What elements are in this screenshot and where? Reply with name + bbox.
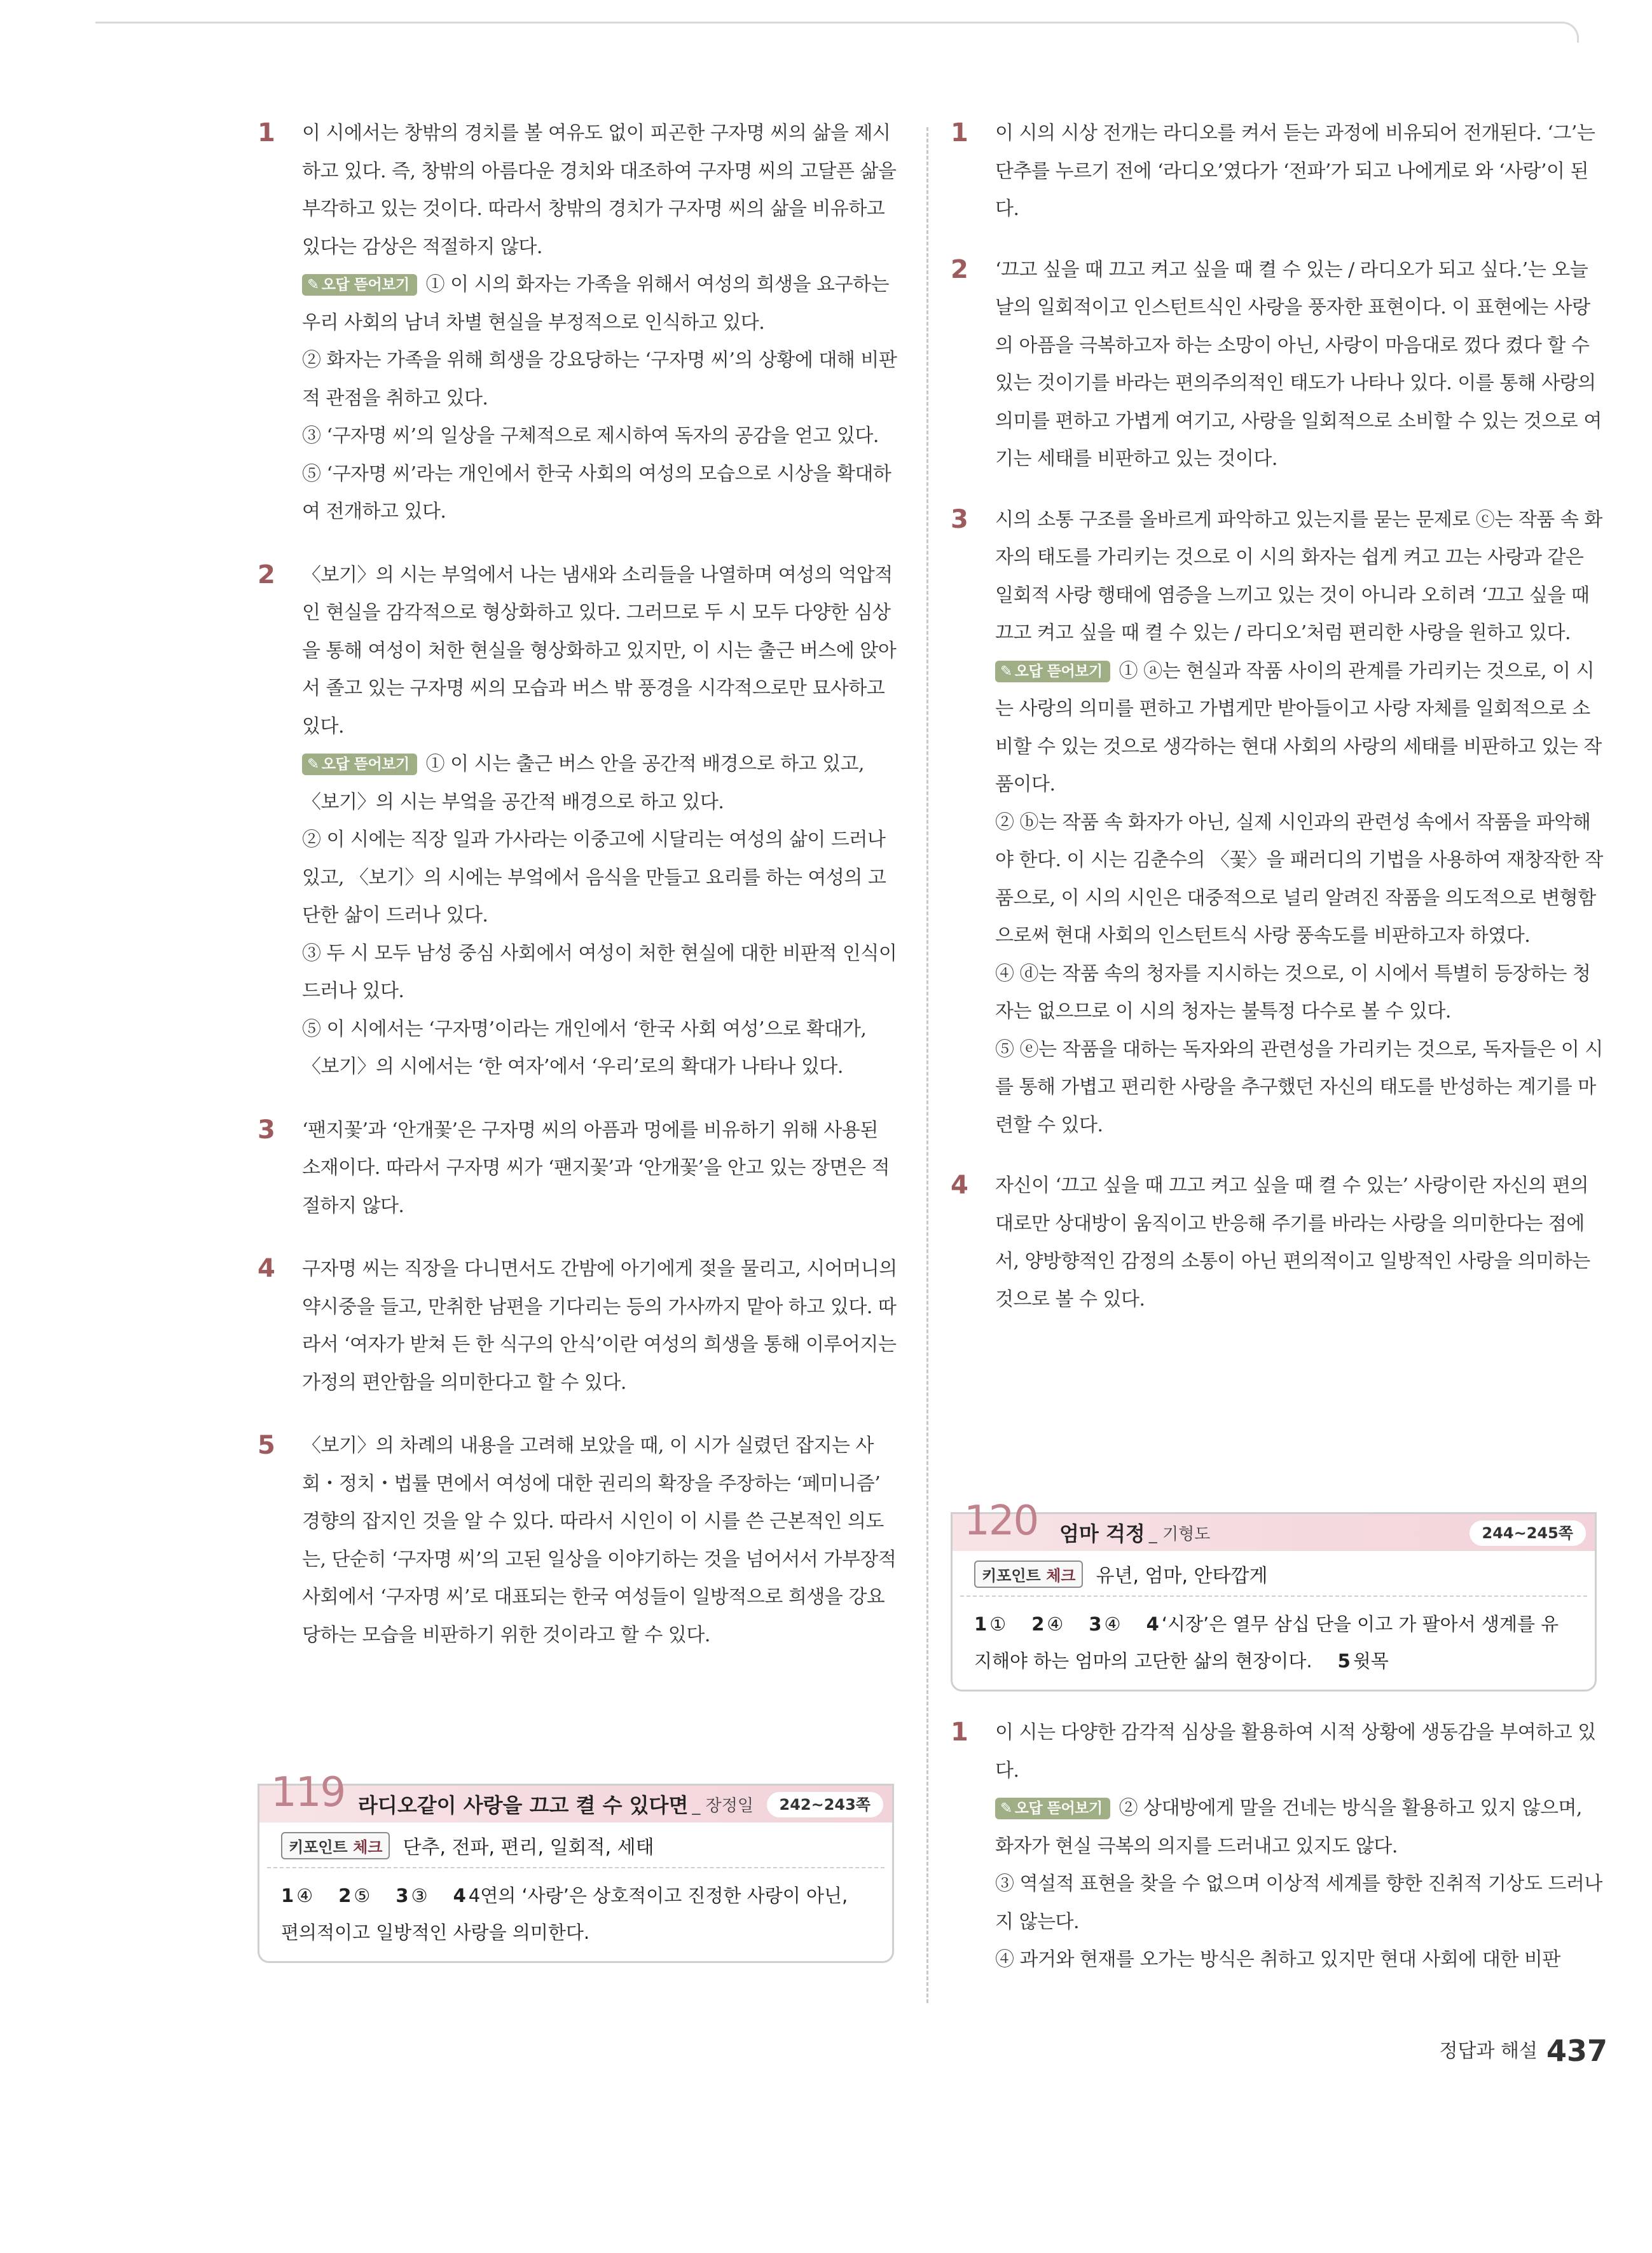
question-number: 2 xyxy=(258,560,275,589)
answer-value: 윗목 xyxy=(1353,1650,1389,1672)
wrong-answer-badge: ✎ 오답 뜯어보기 xyxy=(995,1798,1110,1819)
explanation-item xyxy=(258,556,900,1086)
explanation-item xyxy=(258,1250,900,1402)
explanation-paragraph: ③ 역설적 표현을 찾을 수 없으며 이상적 세계를 향한 진취적 기상도 드러나지 않는다. xyxy=(995,1873,1602,1933)
question-number: 1 xyxy=(951,118,968,148)
explanation-paragraph: ✎ 오답 뜯어보기 ① ⓐ는 현실과 작품 사이의 관계를 가리키는 것으로, 이 시는 사랑의 의미를 편하고 가볍게만 받아들이고 사랑 자체를 일회적으로 소비할 수 있는 것으로 생각하는 현대 사회의 사랑의 세태를 비판하고 있는 작품이다. xyxy=(995,659,1602,796)
wrong-answer-badge: ✎ 오답 뜯어보기 xyxy=(302,274,417,296)
keypoint-badge: 키포인트 체크 xyxy=(281,1832,390,1859)
left-column xyxy=(258,114,900,1679)
keypoint-badge: 키포인트 체크 xyxy=(974,1561,1083,1588)
answer-value: ④ xyxy=(1047,1613,1064,1635)
top-frame-line xyxy=(95,22,1579,43)
poem-title: 엄마 걱정 xyxy=(1059,1522,1145,1546)
explanation-paragraph: ✎ 오답 뜯어보기 ② 상대방에게 말을 건네는 방식을 활용하고 있지 않으며, 화자가 현실 극복의 의지를 드러내고 있지도 않다. xyxy=(995,1797,1582,1857)
keypoint-row xyxy=(267,1822,885,1868)
explanation-paragraph: ⑤ ‘구자명 씨’라는 개인에서 한국 사회의 여성의 모습으로 시상을 확대하여 전개하고 있다. xyxy=(302,462,891,523)
answer-box-120 xyxy=(951,1498,1597,1691)
wrong-answer-badge: ✎ 오답 뜯어보기 xyxy=(302,754,417,775)
explanation-paragraph: ② 화자는 가족을 위해 희생을 강요당하는 ‘구자명 씨’의 상황에 대해 비판적 관점을 취하고 있다. xyxy=(302,349,897,410)
wrong-answer-badge: ✎ 오답 뜯어보기 xyxy=(995,661,1110,682)
explanation-paragraph: ④ 과거와 현재를 오가는 방식은 취하고 있지만 현대 사회에 대한 비판 xyxy=(995,1948,1560,1971)
page-range: 244~245쪽 xyxy=(1470,1520,1587,1546)
explanation-item xyxy=(258,114,900,531)
answer-list xyxy=(953,1597,1595,1690)
poem-number: 120 xyxy=(964,1498,1038,1545)
right-explanations-120 xyxy=(951,1714,1606,1979)
question-number: 2 xyxy=(951,254,968,284)
right-column-lower xyxy=(951,1714,1606,1979)
page-number: 437 xyxy=(1546,2034,1607,2068)
pencil-icon: ✎ xyxy=(1000,663,1012,680)
answer-value: 4연의 ‘사랑’은 상호적이고 진정한 사랑이 아닌, 편의적이고 일방적인 사랑을 의미한다. xyxy=(281,1885,848,1943)
right-explanations xyxy=(951,114,1606,1318)
poem-author: _ 기형도 xyxy=(1148,1524,1211,1544)
explanation-paragraph: 이 시에서는 창밖의 경치를 볼 여유도 없이 피곤한 구자명 씨의 삶을 제시하고 있다. 즉, 창밖의 아름다운 경치와 대조하여 구자명 씨의 고달픈 삶을 부각하고 있는 것이다. 따라서 창밖의 경치가 구자명 씨의 삶을 비유하고 있다는 감상은 적절하지 않다. xyxy=(302,122,897,258)
answer-number: 2 xyxy=(1031,1613,1045,1635)
explanation-item xyxy=(258,1427,900,1654)
answer-number: 2 xyxy=(338,1885,352,1906)
explanation-item xyxy=(951,1714,1606,1979)
explanation-paragraph: ⑤ ⓔ는 작품을 대하는 독자와의 관련성을 가리키는 것으로, 독자들은 이 시를 통해 가볍고 편리한 사랑을 추구했던 자신의 태도를 반성하는 계기를 마련할 수 있다. xyxy=(995,1038,1603,1136)
answer-value: ① xyxy=(989,1613,1007,1635)
explanation-paragraph: 구자명 씨는 직장을 다니면서도 간밤에 아기에게 젖을 물리고, 시어머니의 약시중을 들고, 만취한 남편을 기다리는 등의 가사까지 맡아 하고 있다. 따라서 ‘여자가 받쳐 든 한 식구의 안식’이란 여성의 희생을 통해 이루어지는 가정의 편안함을 의미한다고 할 수 있다. xyxy=(302,1258,897,1394)
answer-value: ‘시장’은 열무 삼십 단을 이고 가 팔아서 생계를 유지해야 하는 엄마의 고단한 삶의 현장이다. xyxy=(974,1613,1559,1672)
page-footer xyxy=(1440,2034,1607,2068)
answer-box-header xyxy=(953,1498,1595,1551)
answer-list xyxy=(259,1868,892,1961)
explanation-paragraph: ✎ 오답 뜯어보기 ① 이 시의 화자는 가족을 위해서 여성의 희생을 요구하는 우리 사회의 남녀 차별 현실을 부정적으로 인식하고 있다. xyxy=(302,273,889,334)
poem-number: 119 xyxy=(271,1769,345,1816)
pencil-icon: ✎ xyxy=(307,756,319,773)
question-number: 3 xyxy=(258,1115,275,1145)
explanation-paragraph: ② 이 시에는 직장 일과 가사라는 이중고에 시달리는 여성의 삶이 드러나 있고, 〈보기〉의 시에는 부엌에서 음식을 만들고 요리를 하는 여성의 고단한 삶이 드러나 있다. xyxy=(302,829,886,927)
answer-number: 4 xyxy=(453,1885,466,1906)
explanation-item xyxy=(951,501,1606,1145)
answer-value: ⑤ xyxy=(354,1885,371,1906)
explanation-item xyxy=(951,251,1606,478)
question-number: 4 xyxy=(258,1254,275,1283)
explanation-paragraph: ② ⓑ는 작품 속 화자가 아닌, 실제 시인과의 관련성 속에서 작품을 파악해야 한다. 이 시는 김춘수의 〈꽃〉을 패러디의 기법을 사용하여 재창작한 작품으로, 이 시의 시인은 대중적으로 널리 알려진 작품을 의도적으로 변형함으로써 현대 사회의 인스턴트식 사랑 풍속도를 비판하고자 하였다. xyxy=(995,811,1603,947)
answer-number: 1 xyxy=(974,1613,988,1635)
question-number: 5 xyxy=(258,1431,275,1460)
explanation-paragraph: 〈보기〉의 시는 부엌에서 나는 냄새와 소리들을 나열하며 여성의 억압적인 현실을 감각적으로 형상화하고 있다. 그러므로 두 시 모두 다양한 심상을 통해 여성이 처한 현실을 형상화하고 있지만, 이 시는 출근 버스에 앉아서 졸고 있는 구자명 씨의 모습과 버스 밖 풍경을 시각적으로만 묘사하고 있다. xyxy=(302,563,897,738)
explanation-paragraph: 시의 소통 구조를 올바르게 파악하고 있는지를 묻는 문제로 ⓒ는 작품 속 화자의 태도를 가리키는 것으로 이 시의 화자는 쉽게 켜고 끄는 사랑과 같은 일회적 사랑 행태에 염증을 느끼고 있는 것이 아니라 오히려 ‘끄고 싶을 때 끄고 켜고 싶을 때 켤 수 있는 / 라디오’처럼 편리한 사랑을 원하고 있다. xyxy=(995,508,1602,644)
question-number: 4 xyxy=(951,1171,968,1200)
pencil-icon: ✎ xyxy=(1000,1800,1012,1817)
right-column xyxy=(951,114,1606,1341)
explanation-paragraph: 이 시의 시상 전개는 라디오를 켜서 듣는 과정에 비유되어 전개된다. ‘그’는 단추를 누르기 전에 ‘라디오’였다가 ‘전파’가 되고 나에게로 와 ‘사랑’이 된다. xyxy=(995,122,1595,220)
answer-box-header xyxy=(259,1769,892,1822)
explanation-paragraph: ③ 두 시 모두 남성 중심 사회에서 여성이 처한 현실에 대한 비판적 인식이 드러나 있다. xyxy=(302,942,897,1002)
question-number: 1 xyxy=(951,1718,968,1747)
explanation-paragraph: ‘끄고 싶을 때 끄고 켜고 싶을 때 켤 수 있는 / 라디오가 되고 싶다.’는 오늘날의 일회적이고 인스턴트식인 사랑을 풍자한 표현이다. 이 표현에는 사랑의 아픔을 극복하고자 하는 소망이 아닌, 사랑이 마음대로 껐다 켰다 할 수 있는 것이기를 바라는 편의주의적인 태도가 나타나 있다. 이를 통해 사랑의 의미를 편하고 가볍게 여기고, 사랑을 일회적으로 소비할 수 있는 것으로 여기는 세태를 비판하고 있는 것이다. xyxy=(995,258,1602,470)
explanation-paragraph: ✎ 오답 뜯어보기 ① 이 시는 출근 버스 안을 공간적 배경으로 하고 있고, 〈보기〉의 시는 부엌을 공간적 배경으로 하고 있다. xyxy=(302,753,865,813)
keypoint-row xyxy=(960,1551,1587,1597)
column-divider xyxy=(926,127,928,2003)
answer-number: 3 xyxy=(396,1885,409,1906)
page-range: 242~243쪽 xyxy=(767,1792,884,1817)
keypoint-keywords: 단추, 전파, 편리, 일회적, 세태 xyxy=(403,1836,654,1859)
explanation-paragraph: ‘팬지꽃’과 ‘안개꽃’은 구자명 씨의 아픔과 멍에를 비유하기 위해 사용된 소재이다. 따라서 구자명 씨가 ‘팬지꽃’과 ‘안개꽃’을 안고 있는 장면은 적절하지 않다. xyxy=(302,1119,890,1217)
explanation-paragraph: 이 시는 다양한 감각적 심상을 활용하여 시적 상황에 생동감을 부여하고 있다. xyxy=(995,1721,1596,1782)
explanation-paragraph: ③ ‘구자명 씨’의 일상을 구체적으로 제시하여 독자의 공감을 얻고 있다. xyxy=(302,425,879,447)
answer-number: 4 xyxy=(1146,1613,1159,1635)
answer-value: ④ xyxy=(1104,1613,1121,1635)
explanation-item xyxy=(258,1112,900,1225)
pencil-icon: ✎ xyxy=(307,277,319,293)
explanation-paragraph: ⑤ 이 시에서는 ‘구자명’이라는 개인에서 ‘한국 사회 여성’으로 확대가, 〈보기〉의 시에서는 ‘한 여자’에서 ‘우리’로의 확대가 나타나 있다. xyxy=(302,1017,867,1078)
explanation-paragraph: ④ ⓓ는 작품 속의 청자를 지시하는 것으로, 이 시에서 특별히 등장하는 청자는 없으므로 이 시의 청자는 불특정 다수로 볼 수 있다. xyxy=(995,962,1591,1023)
answer-value: ③ xyxy=(411,1885,428,1906)
answer-number: 5 xyxy=(1337,1650,1351,1672)
explanation-item xyxy=(951,114,1606,228)
explanation-item xyxy=(951,1167,1606,1318)
answer-box-119 xyxy=(258,1769,894,1963)
left-explanations xyxy=(258,114,900,1654)
answer-number: 3 xyxy=(1089,1613,1102,1635)
explanation-paragraph: 〈보기〉의 차례의 내용을 고려해 보았을 때, 이 시가 실렸던 잡지는 사회・정치・법률 면에서 여성에 대한 권리의 확장을 주장하는 ‘페미니즘’ 경향의 잡지인 것을 알 수 있다. 따라서 시인이 이 시를 쓴 근본적인 의도는, 단순히 ‘구자명 씨’의 고된 일상을 이야기하는 것을 넘어서서 가부장적 사회에서 ‘구자명 씨’로 대표되는 한국 여성들이 일방적으로 희생을 강요당하는 모습을 비판하기 위한 것이라고 할 수 있다. xyxy=(302,1435,897,1646)
question-number: 3 xyxy=(951,504,968,534)
question-number: 1 xyxy=(258,118,275,148)
keypoint-keywords: 유년, 엄마, 안타깝게 xyxy=(1096,1565,1268,1587)
poem-title: 라디오같이 사랑을 끄고 켤 수 있다면 xyxy=(358,1793,689,1817)
footer-label: 정답과 해설 xyxy=(1439,2040,1538,2062)
answer-value: ④ xyxy=(296,1885,313,1906)
poem-author: _ 장정일 xyxy=(692,1796,754,1815)
explanation-paragraph: 자신이 ‘끄고 싶을 때 끄고 켜고 싶을 때 켤 수 있는’ 사랑이란 자신의 편의대로만 상대방이 움직이고 반응해 주기를 바라는 사랑을 의미한다는 점에서, 양방향적인 감정의 소통이 아닌 편의적이고 일방적인 사랑을 의미하는 것으로 볼 수 있다. xyxy=(995,1175,1590,1311)
answer-number: 1 xyxy=(281,1885,294,1906)
